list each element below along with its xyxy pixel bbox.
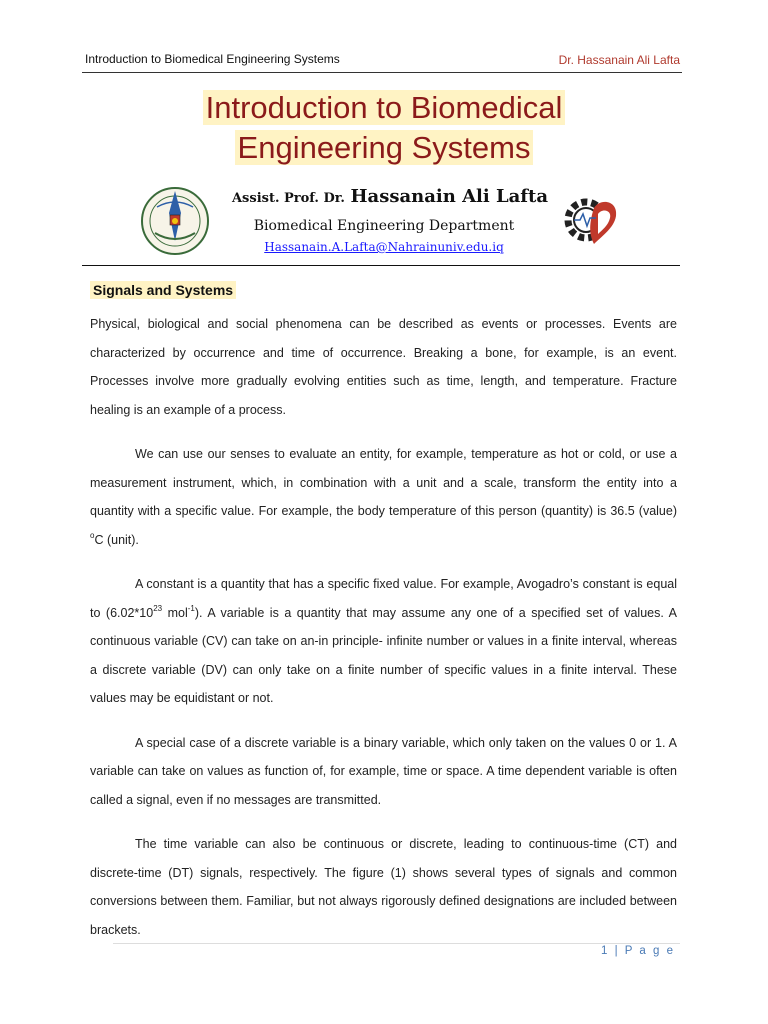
body-text: [90, 310, 677, 960]
footer-divider: [113, 943, 680, 944]
title-line-1: Introduction to Biomedical: [203, 90, 566, 125]
email-link[interactable]: Hassanain.A.Lafta@Nahrainuniv.edu.iq: [264, 240, 504, 254]
author-line: [220, 186, 560, 207]
paragraph-2: We can use our senses to evaluate an entity, for example, temperature as hot or cold, or use a measurement instrument, which, in combination with a unit and a scale, transform the entity into a quantity with a specific value. For example, the body temperature of this person (quantity) is 36.5 (value) $^o$C (unit).: [90, 447, 677, 547]
author-prefix: Assist. Prof. Dr.: [231, 191, 345, 206]
university-seal-icon: [137, 183, 214, 257]
paragraph-5: The time variable can also be continuous or discrete, leading to continuous-time (CT) and discrete-time (DT) signals, respectively. The figure (1) shows several types of signals and common conversions between them. Familiar, but not always rigorously defined designations are included between brackets.: [90, 837, 677, 937]
header-block-divider: [82, 265, 680, 266]
paragraph-3: A constant is a quantity that has a specific fixed value. For example, Avogadro’s constant is equal to ($6.02*10^{23}$ mol$^{-1}$). A variable is a quantity that may assume any one of a specified set of values. A continuous variable (CV) can take on an-in principle- infinite number or values in a finite interval, whereas a discrete variable (DV) can only take on a finite number of specific values in a finite interval. These values may be equidistant or not.: [90, 577, 677, 705]
section-heading: Signals and Systems: [90, 281, 236, 299]
department-logo-icon: [560, 188, 622, 252]
document-title: [0, 88, 768, 168]
author-name: Hassanain Ali Lafta: [350, 186, 549, 207]
running-header-author: Dr. Hassanain Ali Lafta: [558, 53, 680, 67]
title-line-2: Engineering Systems: [235, 130, 534, 165]
department-name: Biomedical Engineering Department: [253, 218, 515, 234]
header-divider: [82, 72, 682, 73]
paragraph-1: Physical, biological and social phenomena can be described as events or processes. Events are characterized by occurrence and time of occurrence. Breaking a bone, for example, is an event. Processes involve more gradually evolving entities such as time, length, and temperature. Fracture healing is an example of a process.: [90, 317, 677, 417]
running-header-title: Introduction to Biomedical Engineering Systems: [85, 52, 340, 66]
page-number: 1 | P a g e: [600, 945, 675, 957]
paragraph-4: A special case of a discrete variable is a binary variable, which only taken on the values 0 or 1. A variable can take on values as function of, for example, time or space. A time dependent variable is often called a signal, even if no messages are transmitted.: [90, 735, 677, 807]
